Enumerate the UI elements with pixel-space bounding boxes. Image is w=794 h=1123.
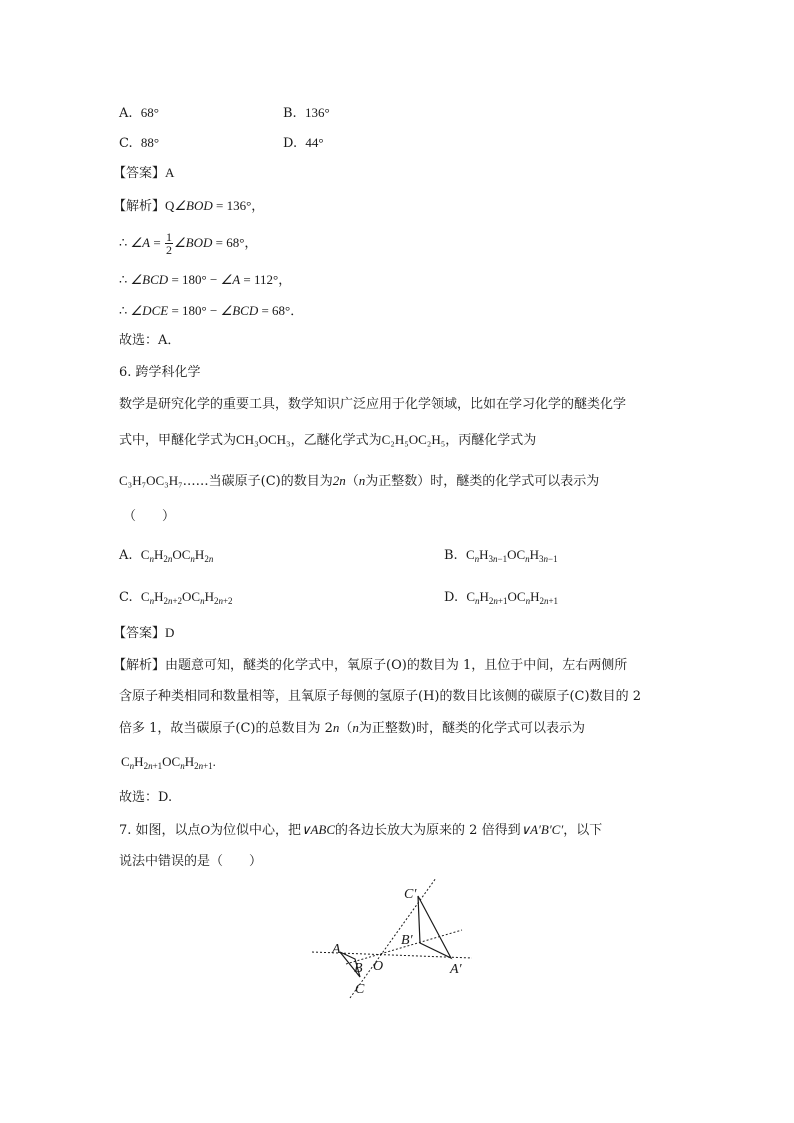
q6-stem-line-3: C₃H₇OC₃H₇……当碳原子(C)的数目为2n（n为正整数）时，醚类的化学式可以表示为 [119, 473, 600, 489]
q6-answer: 【答案】D [113, 625, 175, 641]
triangle-a1b1c1 [418, 896, 451, 958]
formula-propyl-ether: C₃H₇OC₃H₇ [119, 473, 183, 488]
q5-option-b: B. 136° [283, 105, 330, 121]
q5-answer: 【答案】A [113, 165, 175, 181]
option-b-formula: $C_nH_{3n-1}OC_nH_{3n-1}$ [465, 547, 558, 564]
formula-ethyl-ether: C₂H₅OC₂H₅ [381, 432, 446, 447]
q7-stem-line-2: 说法中错误的是（ ） [119, 854, 263, 869]
q6-analysis-line-2: 含原子种类相同和数量相等，且氧原子每侧的氢原子(H)的数目比该侧的碳原子(C)数目的 2 [119, 689, 641, 704]
option-a-formula: $C_nH_{2n}OC_nH_{2n}$ [140, 547, 214, 564]
q5-analysis-line-4: ∴ ∠DCE = 180° − ∠BCD = 68°． [119, 303, 304, 318]
q6-stem-line-2: 式中，甲醚化学式为CH₃OCH₃，乙醚化学式为C₂H₅OC₂H₅，丙醚化学式为 [119, 432, 537, 448]
formula-methyl-ether: CH₃OCH₃ [236, 432, 291, 447]
answer-formula: $C_nH_{2n+1}OC_nH_{2n+1}$. [121, 754, 216, 771]
q5-analysis-line-1: 【解析】Q∠BOD = 136°， [113, 198, 265, 214]
label-c: C [355, 982, 365, 997]
label-o: O [373, 959, 384, 974]
option-c-formula: $C_nH_{2n+2}OC_nH_{2n+2}$ [140, 589, 233, 606]
q5-analysis-line-2: ∴ ∠A = $\frac{1}{2}$ ∠BOD = 68°， [119, 230, 258, 257]
label-a: A [332, 942, 341, 957]
q6-analysis-formula [121, 753, 216, 775]
homothety-figure [300, 876, 500, 1001]
q6-stem-line-4: （ ） [123, 509, 176, 524]
q7-stem-line-1: 7. 如图，以点O为位似中心，把∨ABC的各边长放大为原来的 2 倍得到∨A′B′C′，以下 [119, 822, 603, 838]
q5-option-d: D. 44° [283, 135, 324, 151]
q5-option-a: A. 68° [119, 105, 159, 121]
q6-option-d: D. $C_nH_{2n+1}OC_nH_{2n+1}$ [444, 589, 559, 606]
fraction-one-half: $\frac{1}{2}$ [165, 230, 172, 257]
label-b-prime: B′ [401, 933, 413, 948]
label-c-prime: C′ [404, 887, 417, 902]
label-b: B [354, 961, 363, 976]
q6-option-c: C. $C_nH_{2n+2}OC_nH_{2n+2}$ [119, 589, 233, 606]
q6-analysis-line-1: 【解析】由题意可知，醚类的化学式中，氧原子(O)的数目为 1，且位于中间，左右两侧所 [113, 658, 628, 673]
q6-option-a: A. $C_nH_{2n}OC_nH_{2n}$ [119, 547, 214, 564]
q5-analysis-line-3: ∴ ∠BCD = 180° − ∠A = 112°， [119, 272, 292, 287]
q5-conclusion: 故选：A． [119, 333, 181, 348]
dashed-line-c-c1 [350, 878, 436, 998]
q6-stem-line-1: 数学是研究化学的重要工具，数学知识广泛应用于化学领域，比如在学习化学的醚类化学 [119, 397, 627, 412]
q5-option-c: C. 88° [119, 135, 160, 151]
option-d-formula: $C_nH_{2n+1}OC_nH_{2n+1}$ [466, 589, 559, 606]
q6-heading: 6. 跨学科化学 [119, 365, 201, 380]
q6-option-b: B. $C_nH_{3n-1}OC_nH_{3n-1}$ [444, 547, 558, 564]
q6-analysis-line-3: 倍多 1，故当碳原子(C)的总数目为 2n（n为正整数)时，醚类的化学式可以表示为 [119, 720, 585, 736]
q6-conclusion: 故选：D. [119, 790, 173, 805]
label-a-prime: A′ [450, 962, 462, 977]
